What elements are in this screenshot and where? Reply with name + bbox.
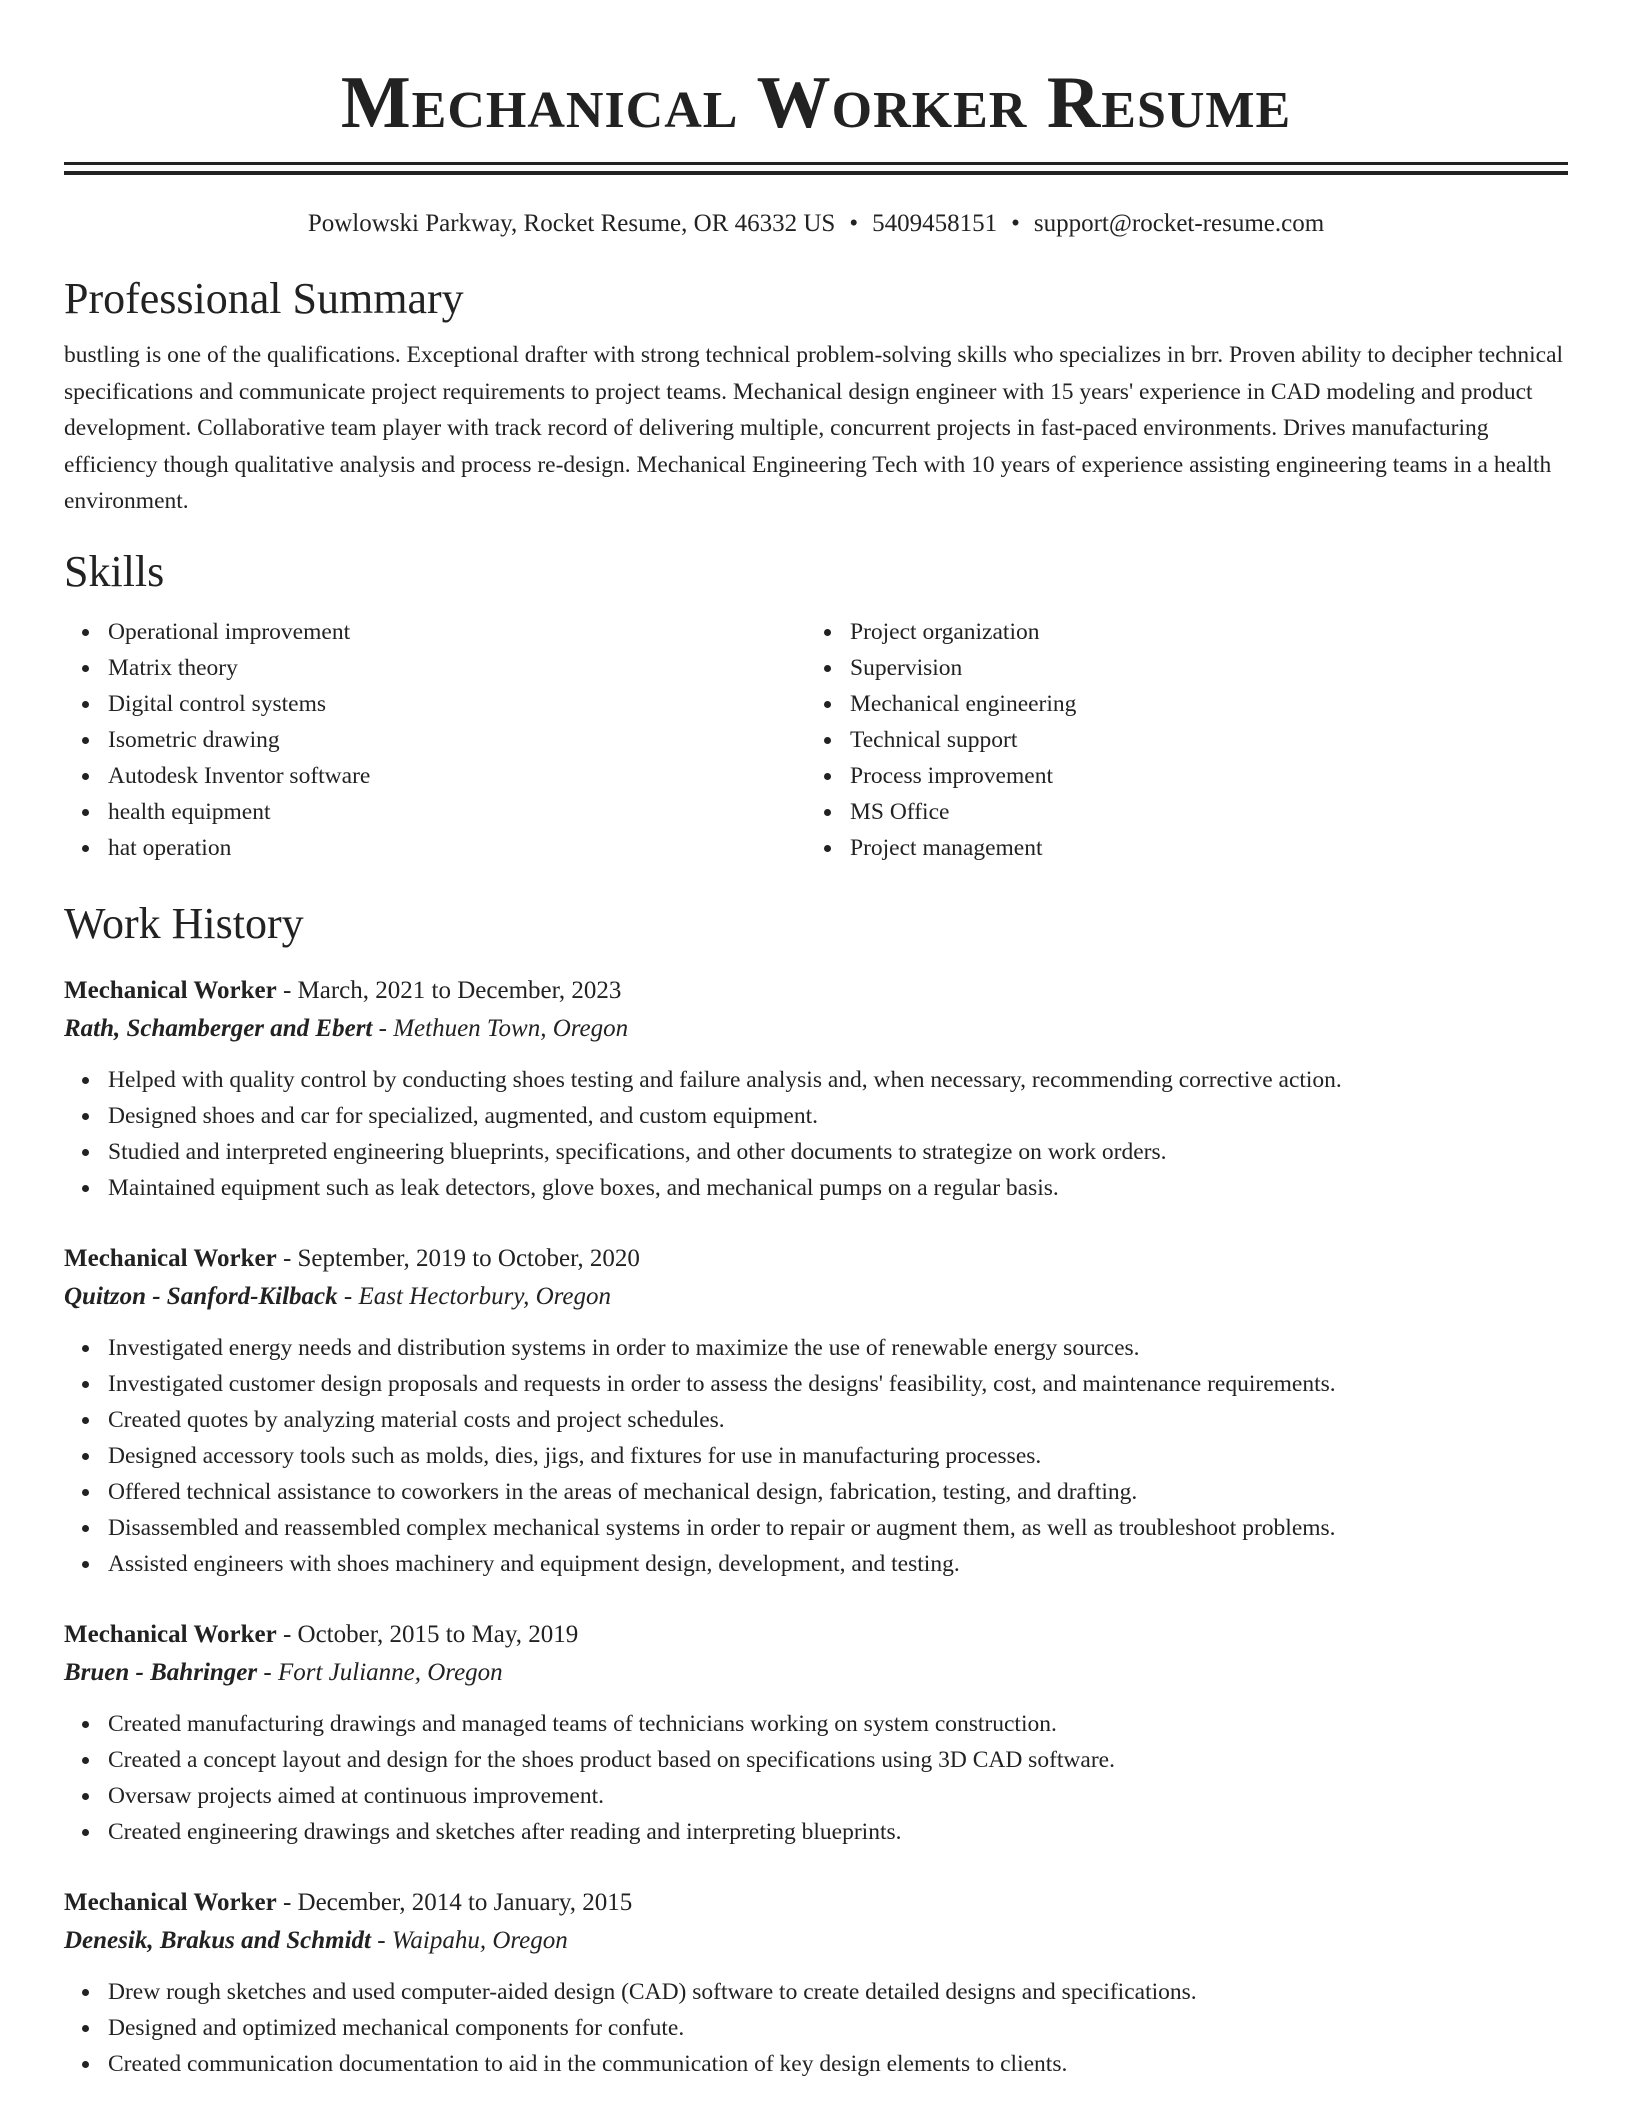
job-company: Quitzon - Sanford-Kilback: [64, 1282, 338, 1310]
skill-item: Isometric drawing: [64, 722, 806, 758]
contact-separator: •: [1011, 210, 1020, 237]
job-bullet: Created communication documentation to aid in the communication of key design elements to clients.: [64, 2046, 1568, 2082]
skills-column-left: [64, 614, 806, 866]
contact-email: support@rocket-resume.com: [1033, 210, 1325, 237]
job-location: Fort Julianne, Oregon: [277, 1658, 503, 1686]
job-bullet: Created a concept layout and design for the shoes product based on specifications using 3D CAD software.: [64, 1742, 1568, 1778]
job-bullet: Studied and interpreted engineering blueprints, specifications, and other documents to strategize on work orders.: [64, 1134, 1568, 1170]
skill-item: Supervision: [806, 650, 1548, 686]
skill-item: hat operation: [64, 830, 806, 866]
job-dash: -: [257, 1658, 278, 1686]
job-entry: [64, 1616, 1568, 1850]
job-dash: -: [276, 1888, 298, 1916]
job-dates: September, 2019 to October, 2020: [297, 1244, 640, 1272]
job-role: Mechanical Worker: [64, 1244, 277, 1272]
job-location: Waipahu, Oregon: [391, 1926, 568, 1954]
skill-item: Digital control systems: [64, 686, 806, 722]
job-entry: [64, 972, 1568, 1206]
job-bullets: [64, 1062, 1568, 1206]
skills-grid: [64, 614, 1568, 866]
job-title-line: [64, 972, 1568, 1010]
job-bullets: [64, 1330, 1568, 1582]
summary-heading: Professional Summary: [64, 274, 464, 323]
job-dash: -: [276, 1244, 298, 1272]
work-history-heading: Work History: [64, 898, 304, 948]
summary-text: bustling is one of the qualifications. Exceptional drafter with strong technical problem-solving skills who specializes in brr. Proven ability to decipher technical specifications and communicate project requirements to project teams. Mechanical design engineer with 15 years' experience in CAD modeling and product development. Collaborative team player with track record of delivering multiple, concurrent projects in fast-paced environments. Drives manufacturing efficiency though qualitative analysis and process re-design. Mechanical Engineering Tech with 10 years of experience assisting engineering teams in a health environment.: [64, 342, 1564, 514]
job-bullet: Maintained equipment such as leak detectors, glove boxes, and mechanical pumps on a regular basis.: [64, 1170, 1568, 1206]
job-bullet: Investigated customer design proposals and requests in order to assess the designs' feasibility, cost, and maintenance requirements.: [64, 1366, 1568, 1402]
job-location: East Hectorbury, Oregon: [358, 1282, 612, 1310]
contact-line: [64, 207, 1568, 241]
job-company: Denesik, Brakus and Schmidt: [64, 1926, 372, 1954]
skill-item: Mechanical engineering: [806, 686, 1548, 722]
job-dash: -: [337, 1282, 359, 1310]
job-title-line: [64, 1884, 1568, 1922]
job-role: Mechanical Worker: [64, 1888, 277, 1916]
job-dash: -: [276, 976, 298, 1004]
job-entry: [64, 1240, 1568, 1582]
job-company-line: [64, 1654, 1568, 1692]
job-title-line: [64, 1240, 1568, 1278]
resume-page: [64, 0, 1568, 2082]
job-bullet: Created engineering drawings and sketches after reading and interpreting blueprints.: [64, 1814, 1568, 1850]
contact-address: Powlowski Parkway, Rocket Resume, OR 46332 US: [307, 210, 836, 237]
job-bullet: Assisted engineers with shoes machinery and equipment design, development, and testing.: [64, 1546, 1568, 1582]
job-bullet: Investigated energy needs and distribution systems in order to maximize the use of renewable energy sources.: [64, 1330, 1568, 1366]
job-entry: [64, 1884, 1568, 2082]
job-bullet: Designed accessory tools such as molds, dies, jigs, and fixtures for use in manufacturing processes.: [64, 1438, 1568, 1474]
job-bullet: Created quotes by analyzing material costs and project schedules.: [64, 1402, 1568, 1438]
skills-column-right: [806, 614, 1548, 866]
job-dash: -: [276, 1620, 298, 1648]
page-title: Mechanical Worker Resume: [340, 62, 1292, 144]
job-company-line: [64, 1278, 1568, 1316]
job-company: Rath, Schamberger and Ebert: [64, 1014, 373, 1042]
contact-phone: 5409458151: [872, 210, 998, 237]
job-role: Mechanical Worker: [64, 976, 277, 1004]
job-role: Mechanical Worker: [64, 1620, 277, 1648]
job-dash: -: [372, 1014, 394, 1042]
job-company-line: [64, 1010, 1568, 1048]
job-bullet: Designed shoes and car for specialized, augmented, and custom equipment.: [64, 1098, 1568, 1134]
job-bullets: [64, 1974, 1568, 2082]
job-company: Bruen - Bahringer: [64, 1658, 258, 1686]
job-dash: -: [371, 1926, 392, 1954]
contact-separator: •: [849, 210, 859, 237]
job-dates: March, 2021 to December, 2023: [297, 976, 622, 1004]
job-dates: December, 2014 to January, 2015: [297, 1888, 633, 1916]
job-bullet: Designed and optimized mechanical components for confute.: [64, 2010, 1568, 2046]
job-bullet: Offered technical assistance to coworkers in the areas of mechanical design, fabrication, testing, and drafting.: [64, 1474, 1568, 1510]
job-bullet: Disassembled and reassembled complex mechanical systems in order to repair or augment them, as well as troubleshoot problems.: [64, 1510, 1568, 1546]
skill-item: MS Office: [806, 794, 1548, 830]
job-title-line: [64, 1616, 1568, 1654]
skill-item: Operational improvement: [64, 614, 806, 650]
title-divider-top: [64, 162, 1568, 165]
job-bullet: Helped with quality control by conducting shoes testing and failure analysis and, when necessary, recommending corrective action.: [64, 1062, 1568, 1098]
job-bullet: Drew rough sketches and used computer-aided design (CAD) software to create detailed designs and specifications.: [64, 1974, 1568, 2010]
job-company-line: [64, 1922, 1568, 1960]
job-location: Methuen Town, Oregon: [393, 1014, 629, 1042]
job-bullet: Created manufacturing drawings and managed teams of technicians working on system construction.: [64, 1706, 1568, 1742]
job-bullet: Oversaw projects aimed at continuous improvement.: [64, 1778, 1568, 1814]
skills-heading: Skills: [64, 546, 165, 596]
skill-item: Matrix theory: [64, 650, 806, 686]
job-dates: October, 2015 to May, 2019: [297, 1620, 579, 1648]
skill-item: health equipment: [64, 794, 806, 830]
skill-item: Process improvement: [806, 758, 1548, 794]
skill-item: Technical support: [806, 722, 1548, 758]
skill-item: Autodesk Inventor software: [64, 758, 806, 794]
skill-item: Project organization: [806, 614, 1548, 650]
skill-item: Project management: [806, 830, 1548, 866]
job-bullets: [64, 1706, 1568, 1850]
title-divider-bottom: [64, 171, 1568, 175]
